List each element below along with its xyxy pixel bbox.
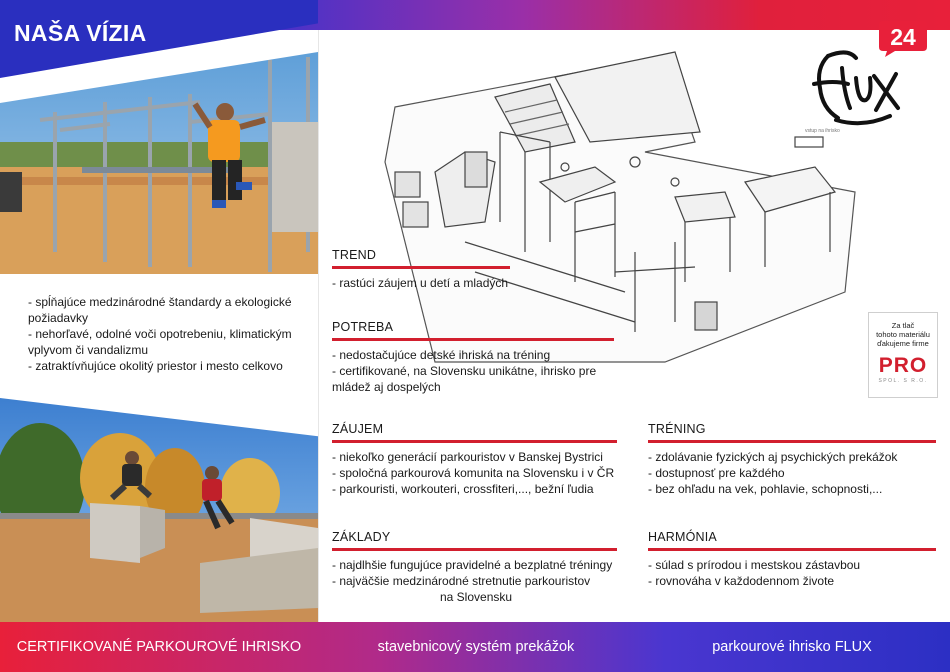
section-title: ZÁKLADY xyxy=(332,530,391,544)
footer-middle: stavebnicový systém prekážok xyxy=(377,639,575,655)
section-rule xyxy=(332,266,510,269)
section-zaklady xyxy=(332,530,617,605)
photo-workout-bars xyxy=(0,52,318,274)
list-item: - zatraktívňujúce okolitý priestor i mesto celkovo xyxy=(28,359,283,373)
list-item: - nedostačujúce detské ihriská na tréning xyxy=(332,348,551,362)
page-title: NAŠA VÍZIA xyxy=(14,20,147,46)
sponsor-logo-sub: SPOL. S R.O. xyxy=(878,378,928,384)
footer-right: parkourové ihrisko FLUX xyxy=(712,639,872,655)
section-title: ZÁUJEM xyxy=(332,422,384,436)
list-item: - rastúci záujem u detí a mladých xyxy=(332,276,509,290)
list-item: - bez ohľadu na vek, pohlavie, schopnosti,... xyxy=(648,482,883,496)
list-item: - súlad s prírodou i mestskou zástavbou xyxy=(648,558,861,572)
sponsor-line: Za tlač xyxy=(891,321,915,330)
list-item: - parkouristi, workouteri, crossfiteri,..., bežní ľudia xyxy=(332,482,594,496)
list-item: - spĺňajúce medzinárodné štandardy a ekologické požiadavky xyxy=(28,295,292,325)
sketch-note: vstup na ihrisko xyxy=(805,128,840,134)
list-item: - spoločná parkourová komunita na Slovensku i v ČR xyxy=(332,466,615,480)
list-item: - dostupnosť pre každého xyxy=(648,466,785,480)
left-bullet-list xyxy=(28,294,313,374)
section-title: TREND xyxy=(332,248,377,262)
sponsor-box xyxy=(868,312,938,398)
list-item: - rovnováha v každodennom živote xyxy=(648,574,835,588)
photo-parkour-jump xyxy=(0,398,318,623)
flux-logo xyxy=(808,48,903,128)
section-rule xyxy=(332,440,617,443)
section-trend xyxy=(332,248,510,291)
list-item: - niekoľko generácií parkouristov v Banskej Bystrici xyxy=(332,450,603,464)
section-title: POTREBA xyxy=(332,320,394,334)
section-potreba xyxy=(332,320,614,395)
section-rule xyxy=(648,548,936,551)
sponsor-line: ďakujeme firme xyxy=(877,339,929,348)
sponsor-line: tohoto materiálu xyxy=(876,330,930,339)
badge-24-text: 24 xyxy=(890,24,916,50)
list-item: na Slovensku xyxy=(440,590,513,604)
section-title: HARMÓNIA xyxy=(648,530,717,544)
section-title: TRÉNING xyxy=(648,422,706,436)
footer-left: CERTIFIKOVANÉ PARKOUROVÉ IHRISKO xyxy=(16,639,302,655)
section-rule xyxy=(648,440,936,443)
list-item: - zdolávanie fyzických aj psychických prekážok xyxy=(648,450,898,464)
section-rule xyxy=(332,548,617,551)
divider-left xyxy=(318,30,319,622)
section-zaujem xyxy=(332,422,617,497)
section-trening xyxy=(648,422,936,497)
section-harmonia xyxy=(648,530,936,589)
list-item: - najväčšie medzinárodné stretnutie parkouristov xyxy=(332,574,591,588)
list-item: - certifikované, na Slovensku unikátne, ihrisko pre mládež aj dospelých xyxy=(332,364,597,394)
section-rule xyxy=(332,338,614,341)
list-item: - nehorľavé, odolné voči opotrebeniu, klimatickým vplyvom či vandalizmu xyxy=(28,327,292,357)
sponsor-logo: PRO xyxy=(878,354,928,377)
left-column xyxy=(0,0,318,672)
list-item: - najdlhšie fungujúce pravidelné a bezplatné tréningy xyxy=(332,558,613,572)
